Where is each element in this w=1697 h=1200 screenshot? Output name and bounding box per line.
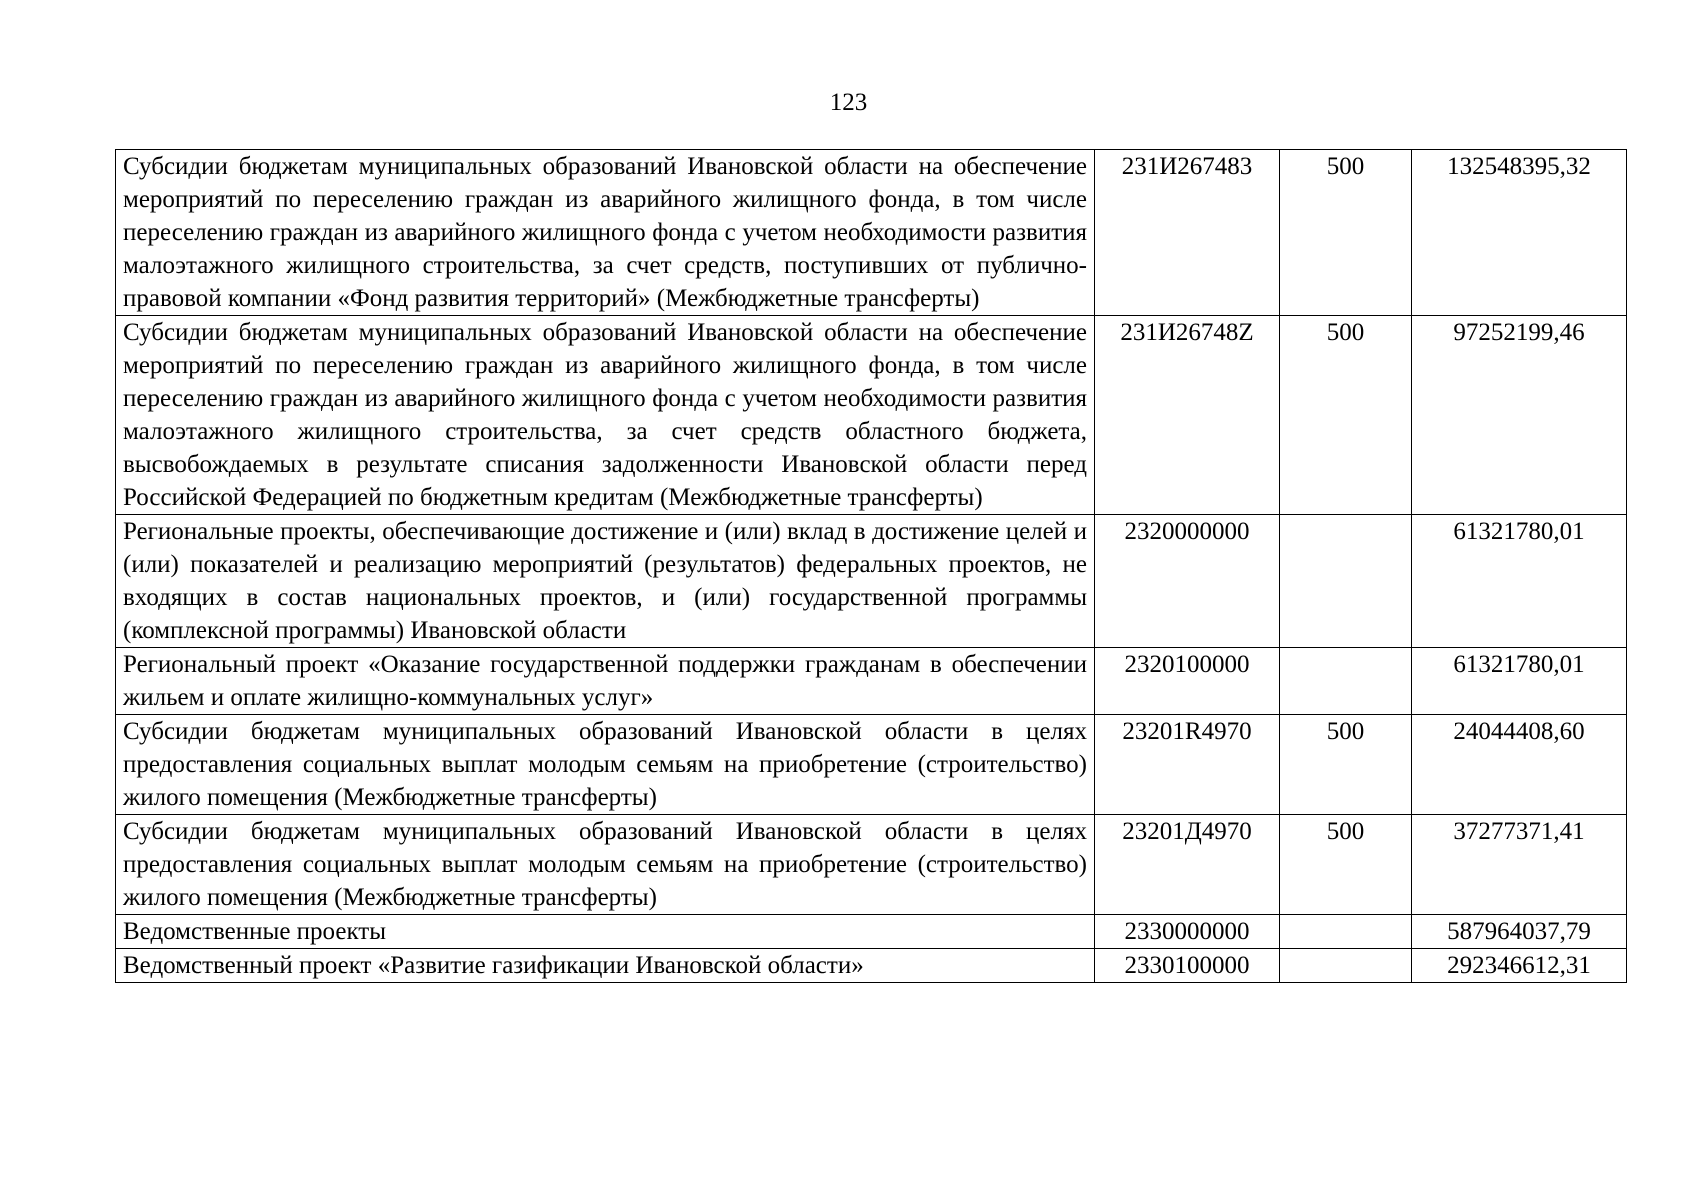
target-article-code: 2330000000 <box>1095 915 1280 949</box>
target-article-code: 231И267483 <box>1095 150 1280 316</box>
amount: 24044408,60 <box>1412 715 1627 815</box>
row-description: Ведомственные проекты <box>116 915 1095 949</box>
amount: 587964037,79 <box>1412 915 1627 949</box>
amount: 37277371,41 <box>1412 815 1627 915</box>
expense-type-code: 500 <box>1280 815 1412 915</box>
expense-type-code: 500 <box>1280 316 1412 515</box>
row-description: Субсидии бюджетам муниципальных образований Ивановской области в целях предоставления социальных выплат молодым семьям на приобретение (строительство) жилого помещения (Межбюджетные трансферты) <box>116 715 1095 815</box>
page-number: 123 <box>829 89 868 116</box>
target-article-code: 231И26748Z <box>1095 316 1280 515</box>
row-description: Субсидии бюджетам муниципальных образований Ивановской области в целях предоставления социальных выплат молодым семьям на приобретение (строительство) жилого помещения (Межбюджетные трансферты) <box>116 815 1095 915</box>
table-row <box>116 815 1627 915</box>
row-description: Региональный проект «Оказание государственной поддержки гражданам в обеспечении жильем и оплате жилищно-коммунальных услуг» <box>116 648 1095 715</box>
amount: 61321780,01 <box>1412 648 1627 715</box>
row-description: Ведомственный проект «Развитие газификации Ивановской области» <box>116 949 1095 983</box>
table-row <box>116 715 1627 815</box>
table-row <box>116 949 1627 983</box>
table-row <box>116 150 1627 316</box>
expense-type-code: 500 <box>1280 150 1412 316</box>
table-row <box>116 648 1627 715</box>
row-description: Субсидии бюджетам муниципальных образований Ивановской области на обеспечение мероприятий по переселению граждан из аварийного жилищного фонда, в том числе переселению граждан из аварийного жилищного фонда с учетом необходимости развития малоэтажного жилищного строительства, за счет средств, поступивших от публично-правовой компании «Фонд развития территорий» (Межбюджетные трансферты) <box>116 150 1095 316</box>
amount: 61321780,01 <box>1412 515 1627 648</box>
budget-table <box>115 149 1627 983</box>
expense-type-code <box>1280 915 1412 949</box>
table-row <box>116 915 1627 949</box>
target-article-code: 2320000000 <box>1095 515 1280 648</box>
target-article-code: 2330100000 <box>1095 949 1280 983</box>
amount: 132548395,32 <box>1412 150 1627 316</box>
expense-type-code <box>1280 515 1412 648</box>
row-description: Региональные проекты, обеспечивающие достижение и (или) вклад в достижение целей и (или) показателей и реализацию мероприятий (результатов) федеральных проектов, не входящих в состав национальных проектов, и (или) государственной программы (комплексной программы) Ивановской области <box>116 515 1095 648</box>
row-description: Субсидии бюджетам муниципальных образований Ивановской области на обеспечение мероприятий по переселению граждан из аварийного жилищного фонда, в том числе переселению граждан из аварийного жилищного фонда с учетом необходимости развития малоэтажного жилищного строительства, за счет средств областного бюджета, высвобождаемых в результате списания задолженности Ивановской области перед Российской Федерацией по бюджетным кредитам (Межбюджетные трансферты) <box>116 316 1095 515</box>
amount: 97252199,46 <box>1412 316 1627 515</box>
target-article-code: 2320100000 <box>1095 648 1280 715</box>
expense-type-code <box>1280 949 1412 983</box>
table-row <box>116 515 1627 648</box>
expense-type-code <box>1280 648 1412 715</box>
amount: 292346612,31 <box>1412 949 1627 983</box>
target-article-code: 23201Д4970 <box>1095 815 1280 915</box>
table-row <box>116 316 1627 515</box>
target-article-code: 23201R4970 <box>1095 715 1280 815</box>
expense-type-code: 500 <box>1280 715 1412 815</box>
